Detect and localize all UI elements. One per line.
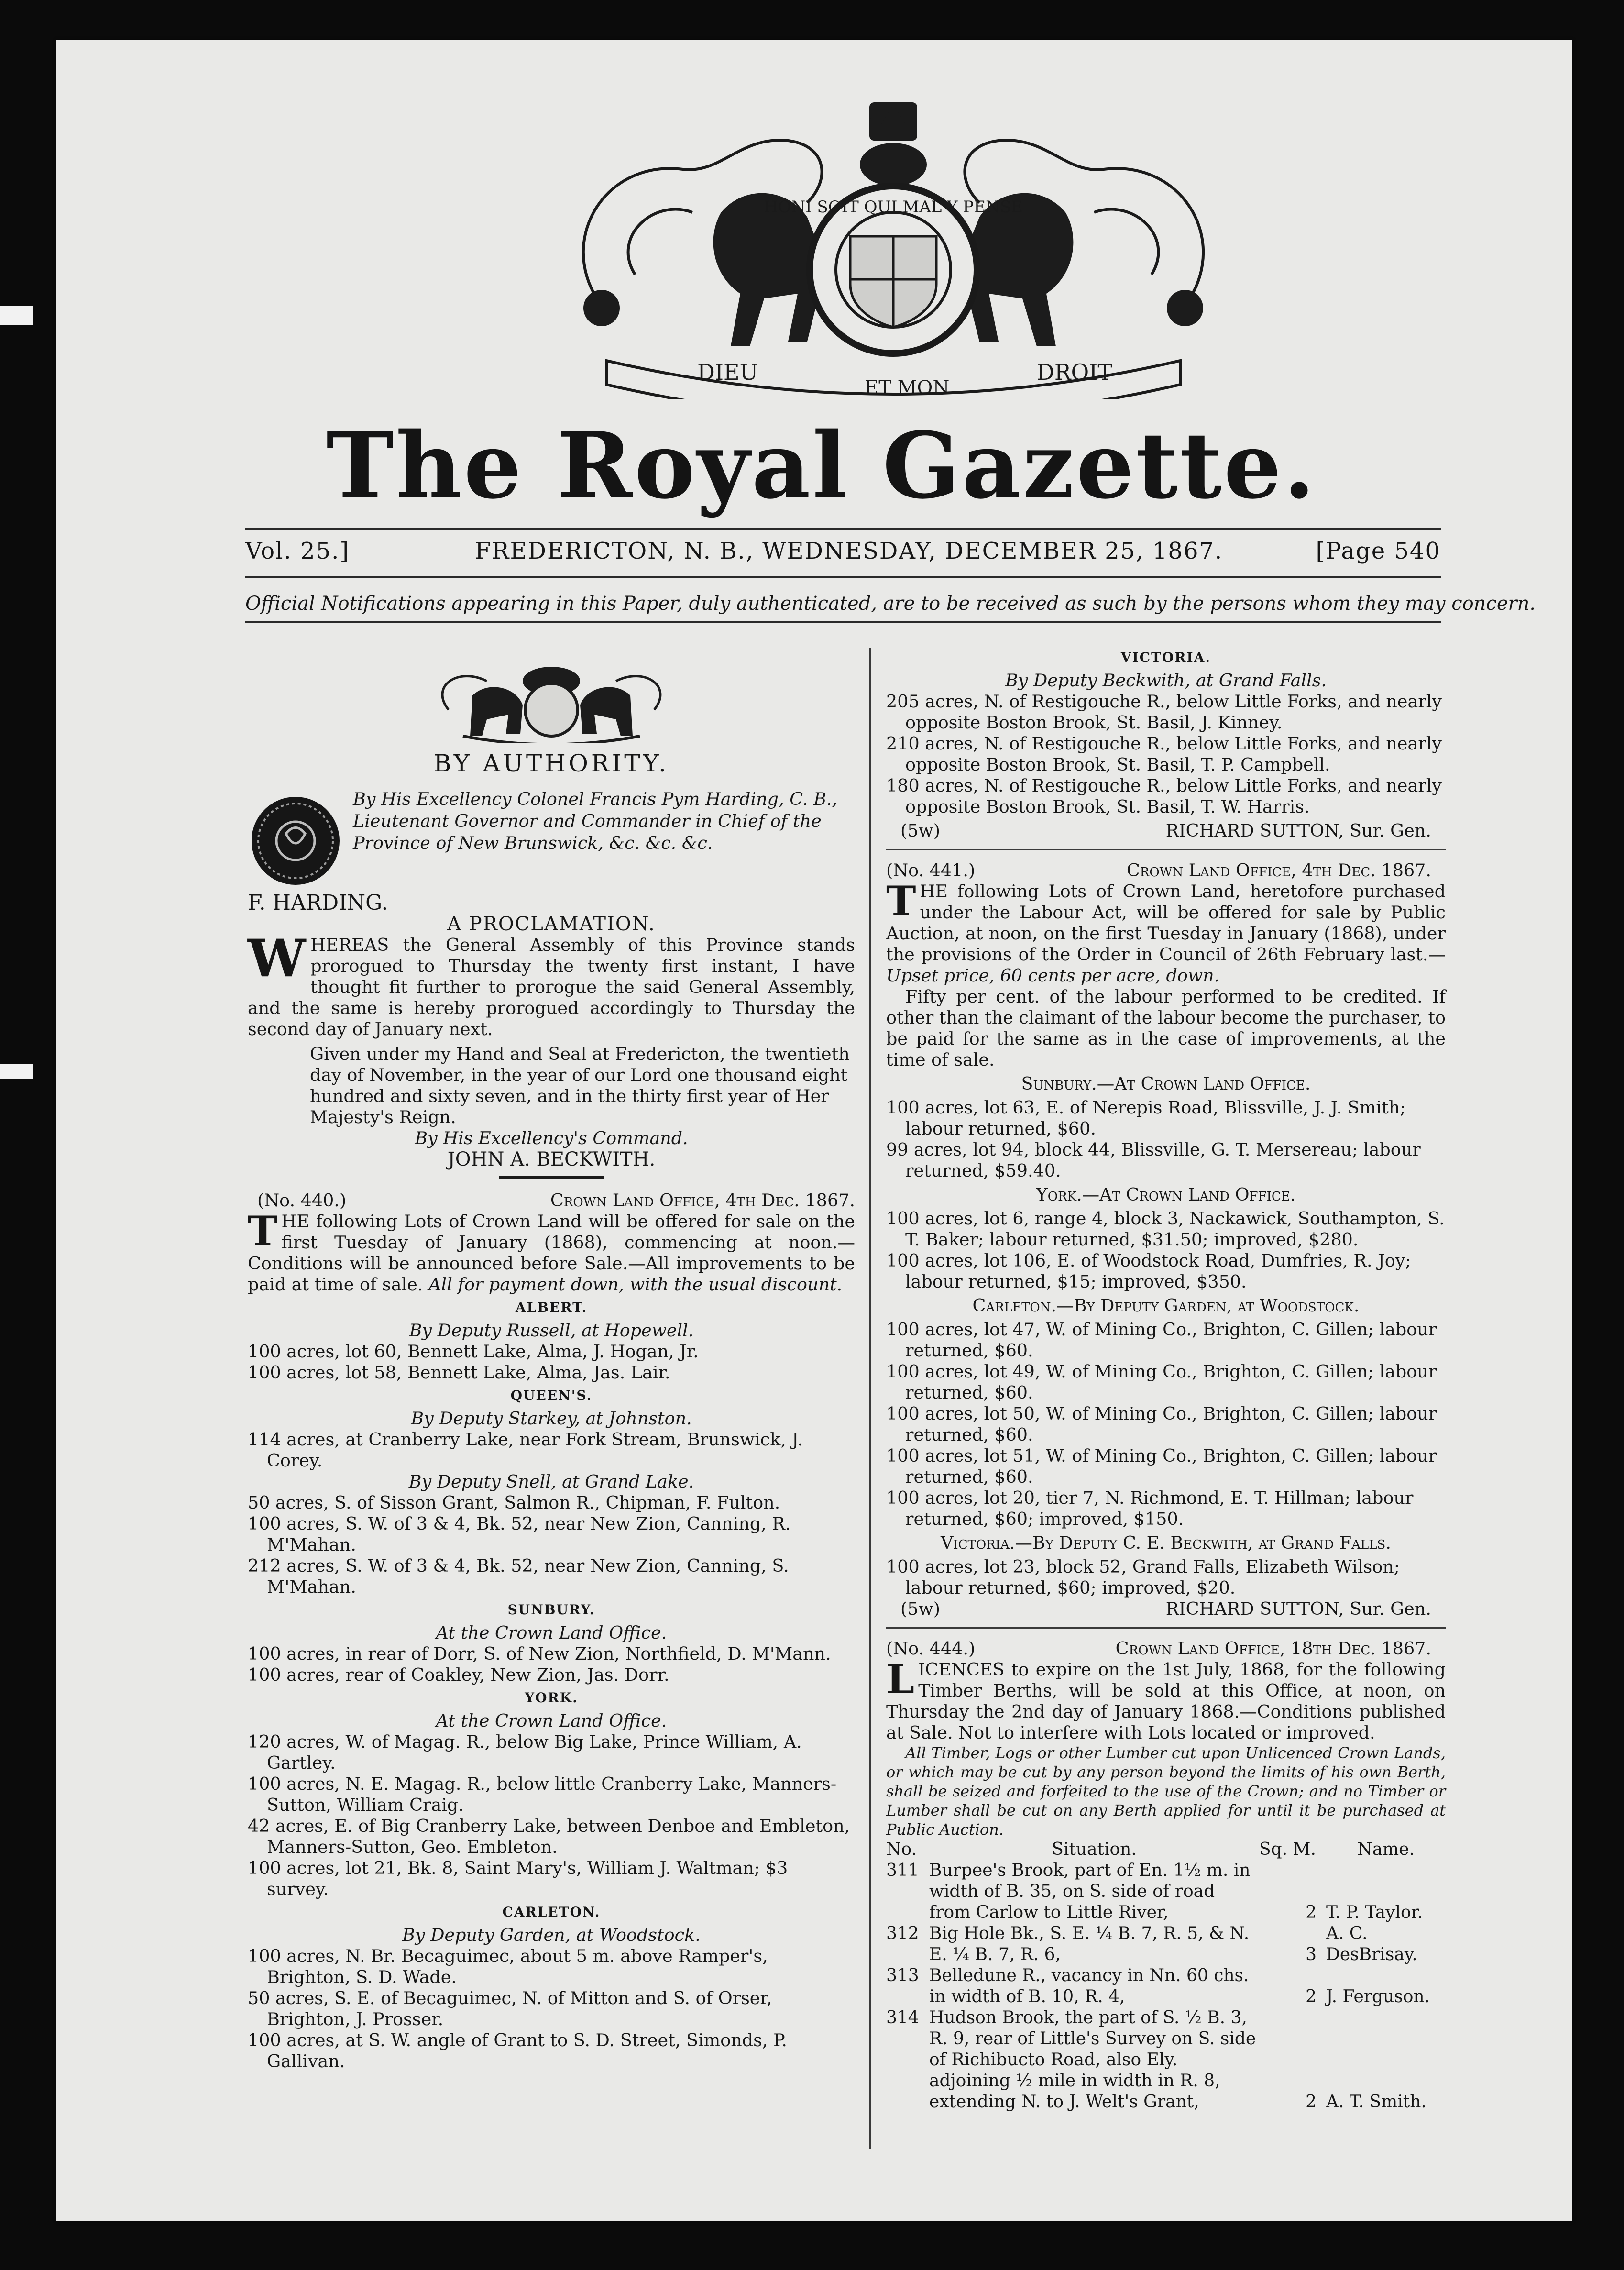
notice-444-text: ICENCES to expire on the 1st July, 1868, for the following Timber Berths, will be sold at this Office, at noon, on Thursday the 2nd day of January 1868.—Conditions published at Sale. Not to interfere with Lots located or improved. — [886, 1659, 1446, 1743]
notice-440-dropcap: T — [248, 1207, 278, 1255]
masthead-rule-bottom — [245, 576, 1441, 578]
berth-name: A. C. DesBrisay. — [1326, 1924, 1417, 1964]
notice-440-number: (No. 440.) — [257, 1190, 347, 1211]
labour-section-carleton — [886, 1295, 1446, 1530]
county-heading: ALBERT. — [515, 1300, 588, 1315]
column-divider — [869, 648, 871, 2149]
notice-440-header — [248, 1190, 855, 1211]
lot-entry: 180 acres, N. of Restigouche R., below Little Forks, and nearly opposite Boston Brook, St. Basil, T. W. Harris. — [886, 775, 1442, 817]
county-section-albert — [248, 1297, 855, 1383]
labour-section-sunbury — [886, 1073, 1446, 1181]
column-header: No. — [886, 1840, 917, 1859]
notice-444-office: Crown Land Office, 18th Dec. 1867. — [1115, 1638, 1431, 1659]
lot-entry: 100 acres, lot 23, block 52, Grand Falls, Elizabeth Wilson; labour returned, $60; improved, $20. — [886, 1556, 1400, 1598]
crest-garter-text: HONI SOIT QUI MAL Y PENSE — [764, 198, 1023, 217]
proclamation-title: A PROCLAMATION. — [447, 913, 656, 935]
lot-entry: 100 acres, rear of Coakley, New Zion, Jas. Dorr. — [248, 1664, 669, 1685]
royal-crest-icon — [539, 93, 1247, 399]
county-section-carleton — [248, 1902, 855, 2072]
lot-entry: 50 acres, S. of Sisson Grant, Salmon R., Chipman, F. Fulton. — [248, 1492, 780, 1513]
section-divider — [886, 849, 1446, 850]
dateline-bar — [245, 538, 1441, 576]
county-section-queens — [248, 1385, 855, 1471]
lot-entry: 100 acres, N. Br. Becaguimec, about 5 m. above Ramper's, Brighton, S. D. Wade. — [248, 1946, 768, 1987]
by-authority-heading: BY AUTHORITY. — [433, 749, 669, 777]
berth-square-miles: 2 — [1306, 1987, 1317, 2006]
proclamation-dropcap: W — [248, 928, 306, 989]
lot-entry: 100 acres, lot 51, W. of Mining Co., Brighton, C. Gillen; labour returned, $60. — [886, 1445, 1437, 1487]
excellency-block — [248, 788, 855, 889]
county-section-york — [248, 1687, 855, 1900]
notice-441-number: (No. 441.) — [886, 860, 976, 881]
excellency-text: By His Excellency Colonel Francis Pym Harding, C. B., Lieutenant Governor and Commander in Chief of the Province of New Brunswick, &c. &c. &c. — [353, 789, 838, 853]
lot-entry: 100 acres, lot 21, Bk. 8, Saint Mary's, William J. Waltman; $3 survey. — [248, 1858, 788, 1899]
crest-motto-right: DROIT — [1037, 359, 1113, 385]
lot-entry: 100 acres, in rear of Dorr, S. of New Zion, Northfield, D. M'Mann. — [248, 1643, 831, 1664]
lot-entry: 100 acres, lot 60, Bennett Lake, Alma, J. Hogan, Jr. — [248, 1341, 699, 1362]
notice-444-dropcap: L — [886, 1655, 915, 1703]
small-crest-icon — [248, 652, 855, 743]
lot-entry: 212 acres, S. W. of 3 & 4, Bk. 52, near New Zion, Canning, S. M'Mahan. — [248, 1555, 789, 1597]
berth-number: 312 — [886, 1924, 919, 1943]
county-heading: YORK. — [525, 1690, 578, 1706]
labour-section-victoria — [886, 1532, 1446, 1598]
county-section-sunbury — [248, 1599, 855, 1686]
berth-number: 311 — [886, 1861, 919, 1880]
crest-motto-left: DIEU — [697, 359, 758, 385]
berth-number: 313 — [886, 1966, 919, 1985]
berth-square-miles: 3 — [1306, 1945, 1317, 1964]
left-column — [248, 652, 855, 2072]
governor-signature: F. HARDING. — [248, 891, 388, 915]
surveyor-name: RICHARD SUTTON, Sur. Gen. — [1165, 820, 1431, 841]
county-section-grand-lake — [248, 1471, 855, 1598]
table-row — [886, 1860, 1446, 1923]
notice-441-text: HE following Lots of Crown Land, heretofore purchased under the Labour Act, will be offered for sale by Public Auction, at noon, on the first Tuesday in January (1868), under the provisions of the Order in Council of 26th February last.— — [886, 881, 1446, 965]
deputy-line: By Deputy Starkey, at Johnston. — [411, 1408, 692, 1429]
official-notice-line: Official Notifications appearing in this Paper, duly authenticated, are to be received as such by the persons whom they may concern. — [245, 593, 1536, 615]
lot-entry: 42 acres, E. of Big Cranberry Lake, between Denboe and Embleton, Manners-Sutton, Geo. Embleton. — [248, 1816, 850, 1857]
notice-441-terms: Fifty per cent. of the labour performed to be credited. If other than the claimant of the labour become the purchaser, to be paid for the same as in the case of improvements, at the time of sale. — [886, 986, 1446, 1070]
proclamation-text: HEREAS the General Assembly of this Province stands prorogued to Thursday the twenty first instant, I have thought fit further to prorogue the said General Assembly, and the same is hereby prorogued accordingly to Thursday the second day of January next. — [248, 935, 855, 1039]
county-heading: York.—At Crown Land Office. — [1036, 1184, 1296, 1205]
county-heading: QUEEN'S. — [510, 1388, 593, 1403]
lot-entry: 100 acres, S. W. of 3 & 4, Bk. 52, near New Zion, Canning, R. M'Mahan. — [248, 1513, 791, 1555]
notice-441-body — [886, 877, 1446, 986]
notice-441-dropcap: T — [886, 877, 916, 925]
berth-situation: Burpee's Brook, part of En. 1½ m. in width of B. 35, on S. side of road from Carlow to Little River, — [929, 1861, 1251, 1922]
lot-entry: 100 acres, lot 63, E. of Nerepis Road, Blissville, J. J. Smith; labour returned, $60. — [886, 1097, 1406, 1139]
table-row — [886, 2007, 1446, 2113]
volume-number: Vol. 25.] — [245, 538, 350, 564]
notice-441-office: Crown Land Office, 4th Dec. 1867. — [1126, 860, 1431, 881]
county-heading: Sunbury.—At Crown Land Office. — [1021, 1073, 1311, 1094]
berth-situation: Big Hole Bk., S. E. ¼ B. 7, R. 5, & N. E. ¼ B. 7, R. 6, — [929, 1924, 1250, 1964]
lot-entry: 100 acres, lot 58, Bennett Lake, Alma, Jas. Lair. — [248, 1362, 670, 1383]
notice-440-terms: All for payment down, with the usual discount. — [428, 1274, 843, 1295]
berth-square-miles: 2 — [1306, 2092, 1317, 2112]
county-heading: Victoria.—By Deputy C. E. Beckwith, at Grand Falls. — [941, 1532, 1391, 1553]
deputy-line: At the Crown Land Office. — [436, 1710, 667, 1731]
deputy-line: By Deputy Beckwith, at Grand Falls. — [1005, 670, 1327, 691]
notice-440-office: Crown Land Office, 4th Dec. 1867. — [550, 1190, 855, 1211]
berth-square-miles: 2 — [1306, 1903, 1317, 1922]
crest-motto-mid: ET MON — [865, 377, 950, 399]
berth-name: T. P. Taylor. — [1326, 1903, 1423, 1922]
given-under-hand: Given under my Hand and Seal at Fredericton, the twentieth day of November, in the year of our Lord one thousand eight hundred and sixty seven, and in the thirty first year of Her Majesty's Reign. — [310, 1044, 850, 1127]
county-heading: Carleton.—By Deputy Garden, at Woodstock. — [972, 1295, 1360, 1316]
deputy-line: By Deputy Snell, at Grand Lake. — [408, 1471, 694, 1492]
county-heading: CARLETON. — [502, 1904, 601, 1920]
insertion-code: (5w) — [900, 820, 940, 841]
section-divider — [886, 1627, 1446, 1629]
notice-444-header — [886, 1638, 1446, 1659]
page-number: [Page 540 — [1316, 538, 1441, 564]
column-header: Situation. — [1052, 1840, 1137, 1859]
berth-situation: Belledune R., vacancy in Nn. 60 chs. in width of B. 10, R. 4, — [929, 1966, 1249, 2006]
surveyor-name: RICHARD SUTTON, Sur. Gen. — [1165, 1598, 1431, 1619]
table-row — [886, 1923, 1446, 1965]
masthead-rule-top — [245, 528, 1441, 530]
lot-entry: 100 acres, lot 6, range 4, block 3, Nackawick, Southampton, S. T. Baker; labour returned, $31.50; improved, $280. — [886, 1208, 1445, 1250]
notice-444-warning: All Timber, Logs or other Lumber cut upon Unlicenced Crown Lands, or which may be cut by any person beyond the limits of his own Berth, shall be seized and forfeited to the use of the Crown; and no Timber or Lumber shall be cut on any Berth applied for until it be purchased at Public Auction. — [886, 1744, 1446, 1839]
lot-entry: 120 acres, W. of Magag. R., below Big Lake, Prince William, A. Gartley. — [248, 1731, 802, 1773]
berth-name: A. T. Smith. — [1326, 2092, 1426, 2112]
excellency-command: By His Excellency's Command. — [415, 1128, 688, 1148]
berth-situation: Hudson Brook, the part of S. ½ B. 3, R. 9, rear of Little's Survey on S. side of Richibucto Road, also Ely. adjoining ½ mile in width in R. 8, extending N. to J. Welt's Grant, — [929, 2008, 1256, 2112]
berth-number: 314 — [886, 2008, 919, 2028]
official-seal-icon — [248, 793, 343, 889]
lot-entry: 100 acres, lot 49, W. of Mining Co., Brighton, C. Gillen; labour returned, $60. — [886, 1361, 1437, 1403]
insertion-code: (5w) — [900, 1598, 940, 1619]
right-column — [886, 645, 1446, 2113]
deputy-line: At the Crown Land Office. — [436, 1622, 667, 1643]
newspaper-title: The Royal Gazette. — [326, 412, 1317, 519]
notice-441-header — [886, 860, 1446, 881]
lot-entry: 100 acres, lot 20, tier 7, N. Richmond, E. T. Hillman; labour returned, $60; improved, $150. — [886, 1488, 1414, 1529]
secretary-signature: JOHN A. BECKWITH. — [447, 1148, 656, 1170]
lot-entry: 99 acres, lot 94, block 44, Blissville, G. T. Mersereau; labour returned, $59.40. — [886, 1139, 1421, 1181]
deputy-line: By Deputy Garden, at Woodstock. — [402, 1925, 701, 1945]
lot-entry: 114 acres, at Cranberry Lake, near Fork Stream, Brunswick, J. Corey. — [248, 1429, 803, 1471]
table-header-row — [886, 1839, 1446, 1860]
lot-entry: 100 acres, lot 47, W. of Mining Co., Brighton, C. Gillen; labour returned, $60. — [886, 1319, 1437, 1361]
dateline-text: FREDERICTON, N. B., WEDNESDAY, DECEMBER 25, 1867. — [475, 538, 1223, 564]
lot-entry: 50 acres, S. E. of Becaguimec, N. of Mitton and S. of Orser, Brighton, J. Prosser. — [248, 1988, 772, 2029]
section-divider — [499, 1176, 604, 1179]
notice-444-body — [886, 1655, 1446, 1743]
notice-440-text: HE following Lots of Crown Land will be offered for sale on the first Tuesday of January (1868), commencing at noon.—Conditions will be announced before Sale.—All improvements to be paid at time of sale. — [248, 1211, 855, 1295]
proclamation-body — [248, 928, 855, 1040]
column-header: Name. — [1357, 1840, 1415, 1859]
labour-section-york — [886, 1184, 1446, 1292]
deputy-line: By Deputy Russell, at Hopewell. — [409, 1320, 694, 1341]
lot-entry: 210 acres, N. of Restigouche R., below Little Forks, and nearly opposite Boston Brook, St. Basil, T. P. Campbell. — [886, 733, 1442, 775]
column-header: Sq. M. — [1259, 1840, 1316, 1859]
surveyor-signature-2 — [886, 1598, 1446, 1620]
county-heading-victoria: VICTORIA. — [1120, 650, 1211, 665]
notice-rule — [245, 621, 1441, 623]
notice-444-number: (No. 444.) — [886, 1638, 976, 1659]
lot-entry: 100 acres, N. E. Magag. R., below little Cranberry Lake, Manners-Sutton, William Craig. — [248, 1774, 837, 1815]
timber-berths-table — [886, 1839, 1446, 2113]
film-edge-mark-top — [0, 306, 33, 325]
table-row — [886, 1965, 1446, 2007]
berth-name: J. Ferguson. — [1326, 1987, 1430, 2006]
lot-entry: 100 acres, at S. W. angle of Grant to S. D. Street, Simonds, P. Gallivan. — [248, 2030, 787, 2072]
county-heading: SUNBURY. — [507, 1602, 595, 1618]
surveyor-signature-1 — [886, 820, 1446, 841]
lot-entry: 100 acres, lot 50, W. of Mining Co., Brighton, C. Gillen; labour returned, $60. — [886, 1403, 1437, 1445]
notice-440-body — [248, 1207, 855, 1295]
lot-entry: 100 acres, lot 106, E. of Woodstock Road, Dumfries, R. Joy; labour returned, $15; improved, $350. — [886, 1250, 1411, 1292]
gazette-page — [56, 40, 1572, 2221]
notice-441-upset-price: Upset price, 60 cents per acre, down. — [886, 965, 1220, 986]
lot-entry: 205 acres, N. of Restigouche R., below Little Forks, and nearly opposite Boston Brook, St. Basil, J. Kinney. — [886, 691, 1442, 733]
film-edge-mark-bottom — [0, 1064, 33, 1079]
